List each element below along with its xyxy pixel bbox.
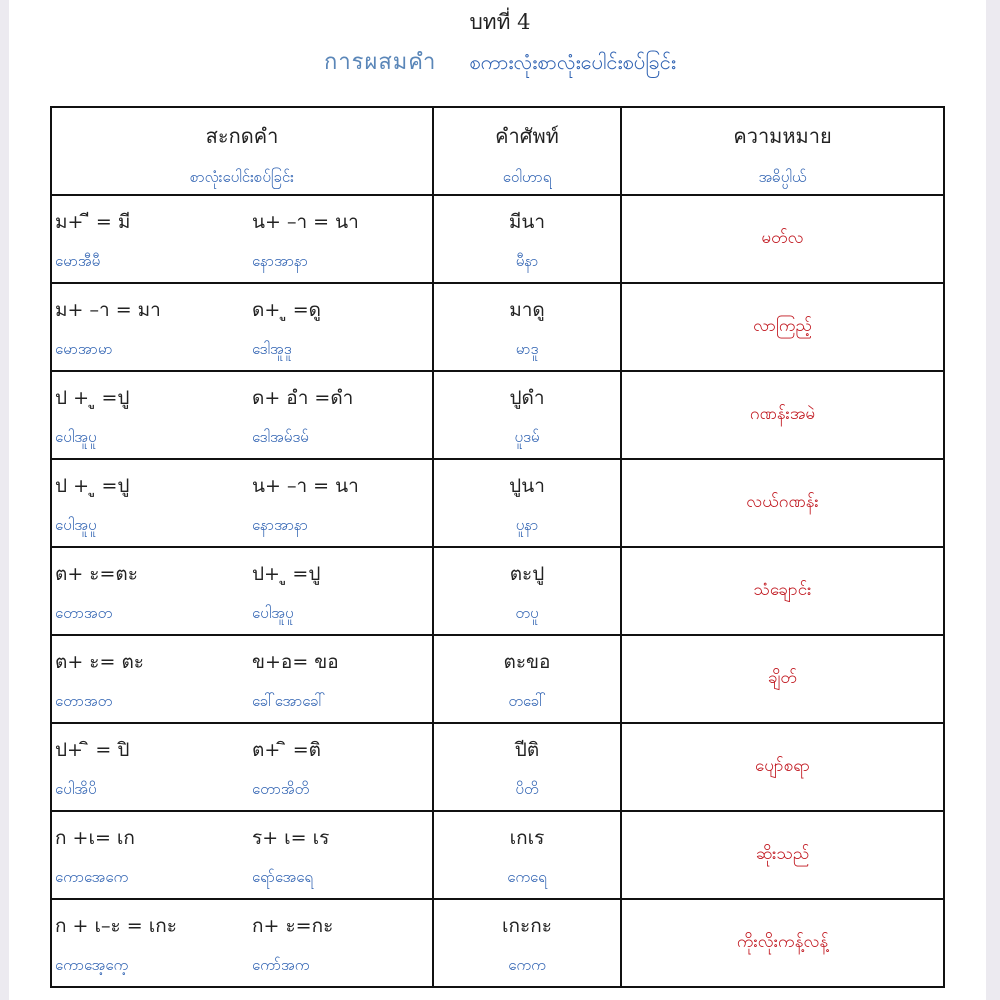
spelling-cell: [51, 283, 433, 371]
word-thai: ปีติ: [514, 739, 540, 761]
spelling-first-syllable: ม+ –า = มา: [55, 299, 161, 321]
spelling-first-syllable: ป+ ิ = ปิ: [55, 739, 130, 761]
reading-second-syllable: ဒေါအူဒူ: [252, 340, 292, 358]
reading-second-syllable: တောအိတိ: [252, 780, 310, 798]
spelling-first-syllable: ต+ ะ= ตะ: [55, 651, 145, 673]
header-word: [433, 107, 621, 195]
spelling-first-syllable: ก + เ–ะ = เกะ: [55, 915, 177, 937]
spelling-second-syllable: ร+ เ= เร: [252, 827, 330, 849]
word-combination-table: [50, 106, 945, 988]
header-word-myanmar: ဝေါဟာရ: [502, 168, 552, 186]
lesson-title: [0, 44, 1000, 79]
word-cell: [433, 283, 621, 371]
reading-first-syllable: ပေါအူပူ: [55, 516, 97, 534]
word-thai: ตะปู: [509, 563, 545, 585]
meaning-cell: [621, 371, 944, 459]
header-word-thai: คำศัพท์: [495, 124, 559, 148]
table-row: [51, 371, 944, 459]
word-meaning: ဂဏန်းအမဲ: [749, 404, 816, 424]
meaning-cell: [621, 283, 944, 371]
word-thai: มีนา: [508, 211, 546, 233]
meaning-cell: [621, 635, 944, 723]
word-myanmar: တခေါ်: [508, 692, 546, 710]
word-myanmar: ကေရေ: [507, 868, 547, 886]
left-margin-strip: [0, 0, 9, 1000]
word-myanmar: ပိတိ: [515, 780, 539, 798]
reading-second-syllable: နောအာနာ: [252, 252, 308, 270]
meaning-cell: [621, 195, 944, 283]
spelling-first-syllable: ป + ู =ปู: [55, 387, 130, 409]
table-header-row: [51, 107, 944, 195]
word-cell: [433, 723, 621, 811]
word-meaning: လယ်ဂဏန်း: [746, 492, 819, 512]
spelling-second-syllable: ด+ อำ =ดำ: [252, 387, 354, 409]
reading-first-syllable: ပေါအိပိ: [55, 780, 97, 798]
title-myanmar: စကားလုံးစာလုံးပေါင်းစပ်ခြင်း: [469, 50, 676, 74]
spelling-cell: [51, 723, 433, 811]
right-margin-strip: [986, 0, 1000, 1000]
reading-first-syllable: ပေါအူပူ: [55, 428, 97, 446]
table-row: [51, 811, 944, 899]
meaning-cell: [621, 459, 944, 547]
spelling-cell: [51, 371, 433, 459]
word-myanmar: ပူနာ: [515, 516, 539, 534]
word-meaning: ပျော်စရာ: [755, 756, 810, 776]
reading-first-syllable: တောအတ: [55, 604, 113, 622]
spelling-second-syllable: ป+ ู =ปู: [252, 563, 321, 585]
spelling-second-syllable: ก+ ะ=กะ: [252, 915, 334, 937]
word-myanmar: တပူ: [515, 604, 539, 622]
table-row: [51, 635, 944, 723]
table-row: [51, 283, 944, 371]
spelling-cell: [51, 459, 433, 547]
reading-first-syllable: ကောအေကေ: [55, 868, 129, 886]
meaning-cell: [621, 547, 944, 635]
word-myanmar: ကေက: [508, 956, 546, 974]
word-meaning: မတ်လ: [761, 228, 804, 248]
word-cell: [433, 459, 621, 547]
word-thai: มาดู: [509, 299, 545, 321]
header-spelling-thai: สะกดคำ: [205, 124, 279, 148]
meaning-cell: [621, 899, 944, 987]
spelling-second-syllable: ด+ ู =ดู: [252, 299, 321, 321]
spelling-first-syllable: ก +เ= เก: [55, 827, 135, 849]
word-thai: ปูดำ: [509, 387, 545, 409]
word-thai: เกเร: [509, 827, 545, 849]
table-row: [51, 899, 944, 987]
header-spelling: [51, 107, 433, 195]
word-cell: [433, 635, 621, 723]
word-thai: ปูนา: [509, 475, 545, 497]
word-meaning: ချိတ်: [768, 668, 797, 688]
word-thai: เกะกะ: [502, 915, 552, 937]
spelling-cell: [51, 811, 433, 899]
reading-first-syllable: မောအီမီ: [55, 252, 101, 270]
word-thai: ตะขอ: [503, 651, 551, 673]
spelling-cell: [51, 547, 433, 635]
reading-second-syllable: နောအာနာ: [252, 516, 308, 534]
word-meaning: ကိုးလိုးကန့်လန့်: [736, 932, 829, 952]
word-meaning: သံချောင်း: [753, 580, 812, 600]
spelling-second-syllable: ต+ ิ =ติ: [252, 739, 321, 761]
chapter-heading: บทที่ 4: [469, 10, 531, 34]
word-cell: [433, 371, 621, 459]
reading-first-syllable: ကောအေ့ကေ့: [55, 956, 129, 974]
spelling-first-syllable: ต+ ะ=ตะ: [55, 563, 138, 585]
meaning-cell: [621, 723, 944, 811]
header-meaning: [621, 107, 944, 195]
reading-second-syllable: ခေါ်အောခေါ်: [252, 692, 326, 710]
reading-first-syllable: တောအတ: [55, 692, 113, 710]
spelling-first-syllable: ป + ู =ปู: [55, 475, 130, 497]
word-myanmar: မာဒူ: [515, 340, 539, 358]
table-row: [51, 459, 944, 547]
reading-second-syllable: ရော်အေရေ: [252, 868, 314, 886]
spelling-second-syllable: น+ –า = นา: [252, 475, 359, 497]
reading-second-syllable: ကော်အက: [252, 956, 310, 974]
word-meaning: ဆိုးသည်: [755, 844, 810, 864]
spelling-cell: [51, 195, 433, 283]
spelling-cell: [51, 635, 433, 723]
word-cell: [433, 195, 621, 283]
table-row: [51, 547, 944, 635]
word-myanmar: မီနာ: [515, 252, 539, 270]
reading-first-syllable: မောအာမာ: [55, 340, 113, 358]
reading-second-syllable: ဒေါအမ်ဒမ်: [252, 428, 309, 446]
spelling-second-syllable: น+ –า = นา: [252, 211, 359, 233]
word-meaning: လာကြည့်: [753, 316, 812, 336]
header-spelling-myanmar: စာလုံးပေါင်းစပ်ခြင်း: [190, 168, 294, 186]
word-cell: [433, 899, 621, 987]
table-row: [51, 195, 944, 283]
word-cell: [433, 811, 621, 899]
spelling-first-syllable: ม+ ี = มี: [55, 211, 131, 233]
title-thai: การผสมคำ: [324, 50, 437, 75]
spelling-second-syllable: ข+อ= ขอ: [252, 651, 339, 673]
header-meaning-thai: ความหมาย: [733, 124, 832, 148]
spelling-cell: [51, 899, 433, 987]
word-myanmar: ပူဒမ်: [514, 428, 540, 446]
header-meaning-myanmar: အဓိပ္ပါယ်: [758, 168, 807, 186]
word-cell: [433, 547, 621, 635]
meaning-cell: [621, 811, 944, 899]
reading-second-syllable: ပေါအူပူ: [252, 604, 294, 622]
table-row: [51, 723, 944, 811]
